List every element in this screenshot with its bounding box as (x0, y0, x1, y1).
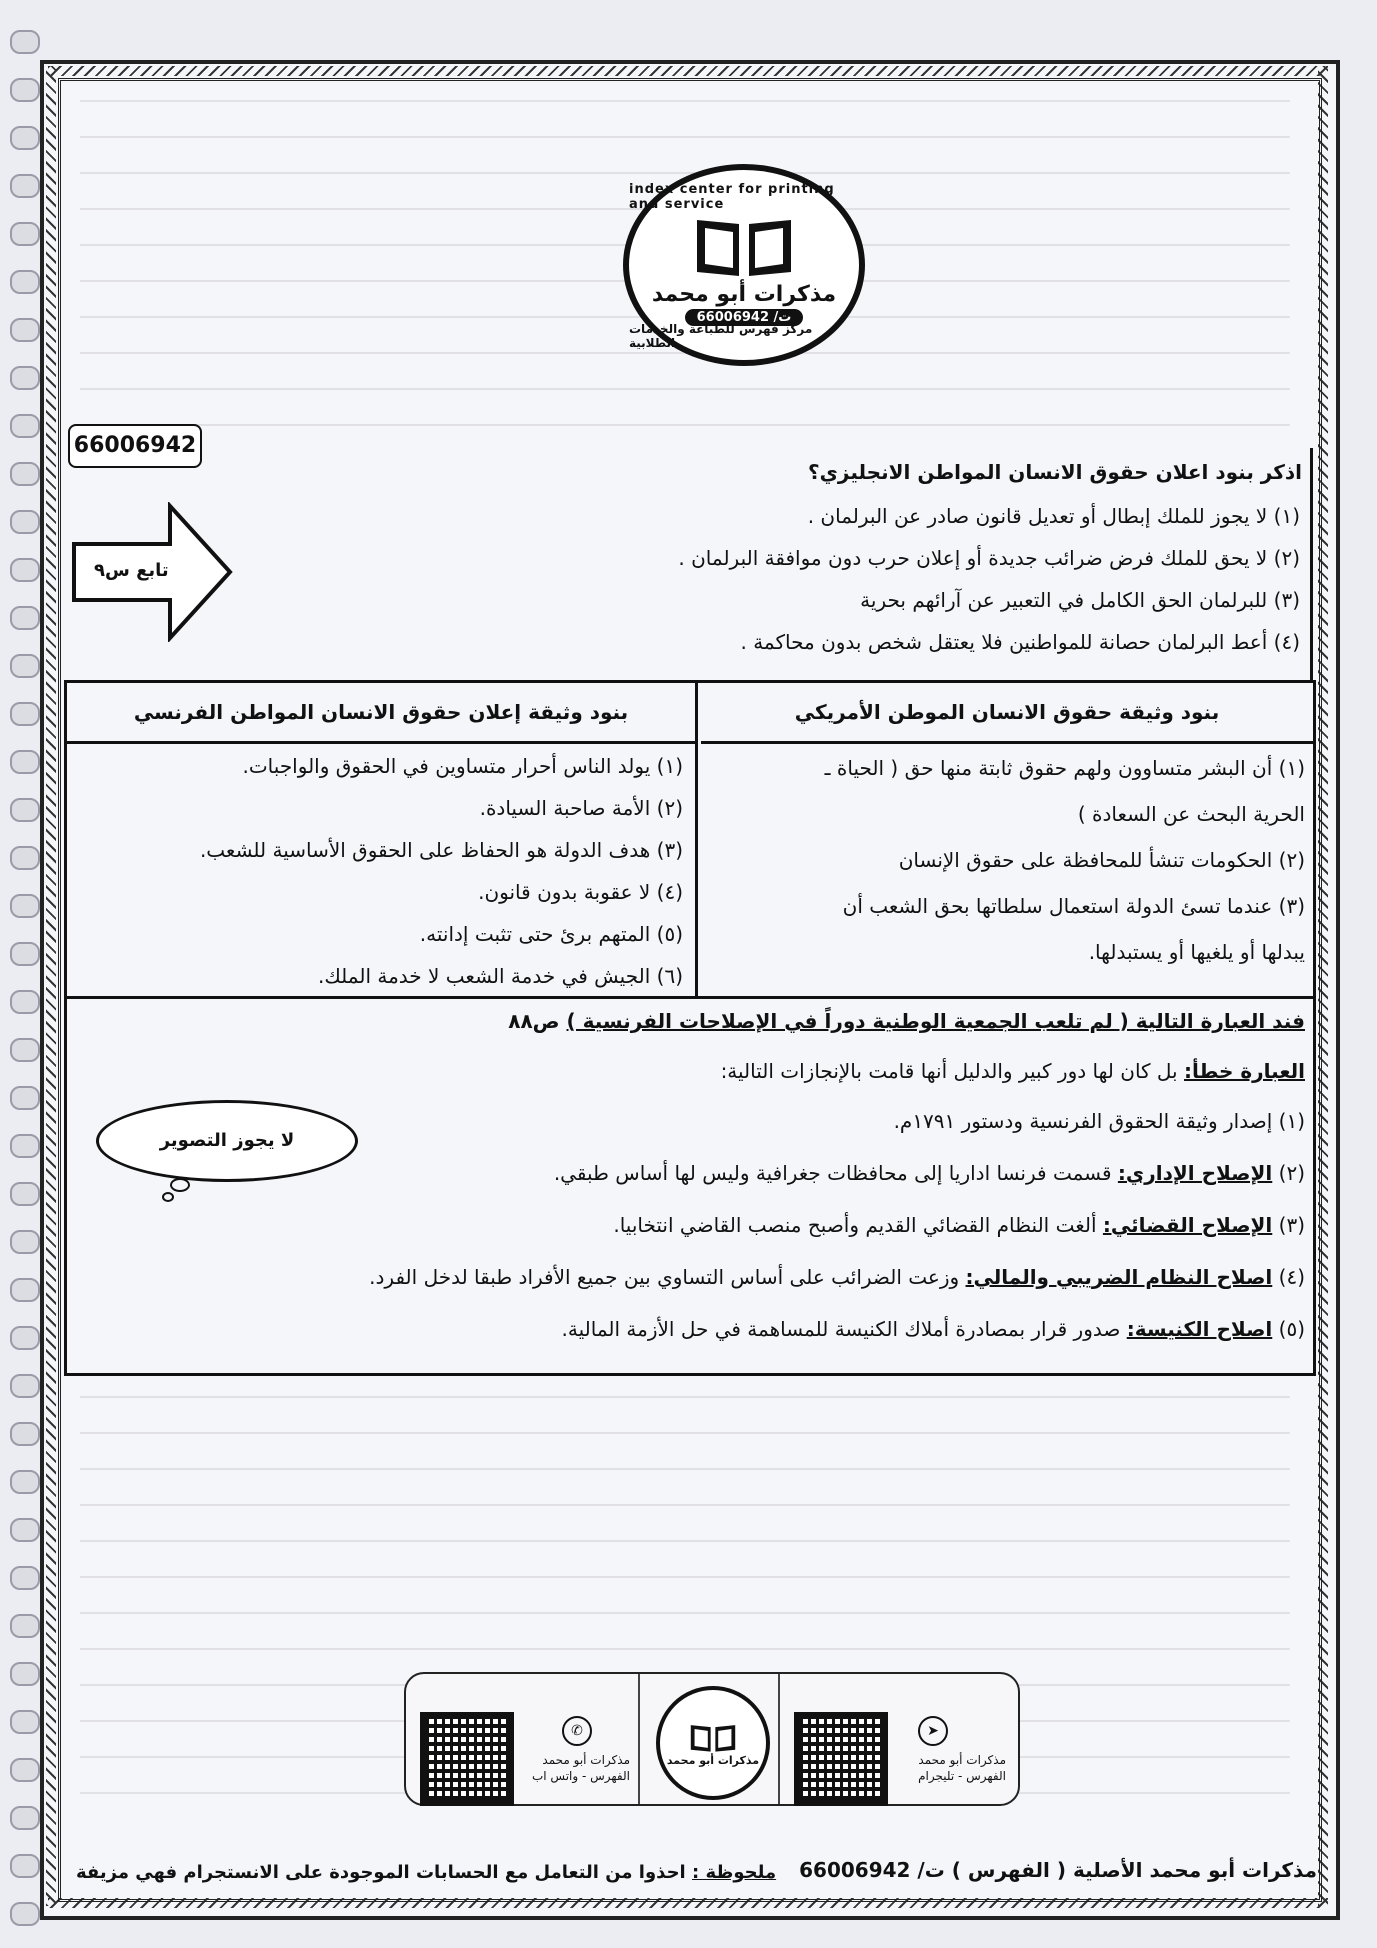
binding-ring (10, 222, 40, 246)
english-rights-item: (٢) لا يحق للملك فرض ضرائب جديدة أو إعلان حرب دون موافقة البرلمان . (678, 546, 1300, 570)
cloud-tail (162, 1192, 174, 1202)
contact-logo (656, 1686, 770, 1800)
binding-ring (10, 1854, 40, 1878)
binding-ring (10, 270, 40, 294)
american-rights-item: الحرية البحث عن السعادة ) (1077, 802, 1305, 826)
whatsapp-icon: ✆ (562, 1716, 592, 1746)
item-text: صدور قرار بمصادرة أملاك الكنيسة للمساهمة في حل الأزمة المالية. (561, 1317, 1121, 1341)
binding-ring (10, 414, 40, 438)
binding-ring (10, 1806, 40, 1830)
binding-ring (10, 990, 40, 1014)
english-rights-item: (٤) أعط البرلمان حصانة للمواطنين فلا يعتقل شخص بدون محاكمة . (740, 630, 1300, 654)
binding-ring (10, 1038, 40, 1062)
separator (778, 1674, 780, 1804)
footer-note-text: احذوا من التعامل مع الحسابات الموجودة على الانستجرام فهي مزيفة (76, 1862, 686, 1883)
telegram-qr-code[interactable] (794, 1712, 888, 1806)
telegram-caption-line: مذكرات أبو محمد (918, 1753, 1006, 1767)
binding-ring (10, 1758, 40, 1782)
contact-logo-name: مذكرات أبو محمد (666, 1753, 760, 1767)
telegram-caption-line: الفهرس - تليجرام (918, 1769, 1006, 1783)
binding-ring (10, 846, 40, 870)
american-rights-header: بنود وثيقة حقوق الانسان الموطن الأمريكي (701, 683, 1313, 744)
binding-ring (10, 1614, 40, 1638)
item-label: اصلاح الكنيسة: (1126, 1317, 1273, 1341)
binding-ring (10, 558, 40, 582)
binding-ring (10, 942, 40, 966)
binding-ring (10, 1566, 40, 1590)
binding-ring (10, 1086, 40, 1110)
french-rights-header: بنود وثيقة إعلان حقوق الانسان المواطن الفرنسي (67, 683, 695, 744)
whatsapp-caption-line: مذكرات أبو محمد (542, 1753, 630, 1767)
book-icon (689, 210, 799, 280)
item-text: قسمت فرنسا اداريا إلى محافظات جغرافية وليس لها أساس طبقي. (553, 1161, 1112, 1185)
english-rights-question: اذكر بنود اعلان حقوق الانسان المواطن الانجليزي؟ (807, 460, 1302, 484)
achievement-item (554, 1161, 1305, 1185)
column-divider (695, 683, 698, 999)
binding-ring (10, 1134, 40, 1158)
footer-note (76, 1862, 776, 1883)
comparison-table (64, 680, 1316, 1002)
american-rights-item: (١) أن البشر متساوون ولهم حقوق ثابتة منها حق ( الحياة ـ (824, 756, 1305, 780)
item-number: (١) (1278, 1109, 1305, 1133)
item-text: وزعت الضرائب على أساس التساوي بين جميع الأفراد طبقا لدخل الفرد. (369, 1265, 960, 1289)
french-rights-item: (٣) هدف الدولة هو الحفاظ على الحقوق الأساسية للشعب. (199, 838, 683, 862)
binding-ring (10, 1278, 40, 1302)
no-copy-cloud: لا يجوز التصوير (96, 1100, 358, 1182)
binding-ring (10, 1182, 40, 1206)
binding-ring (10, 1470, 40, 1494)
achievement-item (562, 1317, 1305, 1341)
contact-card (404, 1672, 1020, 1806)
phone-tag: 66006942 (68, 424, 202, 468)
binding-ring (10, 462, 40, 486)
refute-statement-section (64, 996, 1316, 1376)
binding-ring (10, 606, 40, 630)
item-label: اصلاح النظام الضريبي والمالي: (965, 1265, 1273, 1289)
french-rights-item: (٦) الجيش في خدمة الشعب لا خدمة الملك. (317, 964, 683, 988)
binding-ring (10, 1230, 40, 1254)
item-number: (٢) (1278, 1161, 1305, 1185)
answer-label: العبارة خطأ: (1183, 1059, 1305, 1083)
cloud-tail (170, 1178, 190, 1192)
brand-logo (598, 160, 890, 370)
french-rights-list (73, 745, 683, 997)
binding-ring (10, 1662, 40, 1686)
telegram-icon: ➤ (918, 1716, 948, 1746)
footer-note-label: ملحوظة : (692, 1862, 777, 1883)
logo-seal (623, 164, 865, 366)
answer-text: بل كان لها دور كبير والدليل أنها قامت بالإنجازات التالية: (720, 1059, 1178, 1083)
item-label: الإصلاح الإداري: (1117, 1161, 1273, 1185)
item-text: ألغت النظام القضائي القديم وأصبح منصب القاضي انتخابيا. (613, 1213, 1097, 1237)
binding-ring (10, 750, 40, 774)
refute-answer (721, 1059, 1305, 1083)
logo-name: مذكرات أبو محمد (651, 282, 837, 307)
binding-ring (10, 798, 40, 822)
french-rights-item: (٤) لا عقوبة بدون قانون. (478, 880, 683, 904)
refute-question-text: فند العبارة التالية ( لم تلعب الجمعية الوطنية دوراً في الإصلاحات الفرنسية ) (566, 1009, 1305, 1033)
binding-ring (10, 366, 40, 390)
binding-ring (10, 126, 40, 150)
achievement-item (894, 1109, 1305, 1133)
english-rights-item: (٣) للبرلمان الحق الكامل في التعبير عن آرائهم بحرية (860, 588, 1300, 612)
binding-ring (10, 1422, 40, 1446)
whatsapp-caption-line: الفهرس - واتس اب (531, 1769, 630, 1783)
binding-ring (10, 510, 40, 534)
whatsapp-qr-code[interactable] (420, 1712, 514, 1806)
separator (638, 1674, 640, 1804)
american-rights-list (707, 745, 1305, 975)
refute-question (508, 1009, 1305, 1033)
binding-ring (10, 78, 40, 102)
american-rights-item: (٢) الحكومات تنشأ للمحافظة على حقوق الإنسان (898, 848, 1305, 872)
binding-ring (10, 318, 40, 342)
binding-ring (10, 894, 40, 918)
page-reference: ص٨٨ (508, 1009, 560, 1033)
logo-phone: 66006942 /ت (685, 309, 804, 326)
continued-label: تابع س٩ (94, 560, 169, 581)
item-label: الإصلاح القضائي: (1102, 1213, 1273, 1237)
achievement-item (369, 1265, 1305, 1289)
binding-ring (10, 1518, 40, 1542)
item-number: (٥) (1278, 1317, 1305, 1341)
item-number: (٣) (1278, 1213, 1305, 1237)
binding-ring (10, 174, 40, 198)
logo-ring-text-top: index center for printing and service (629, 182, 835, 212)
item-number: (٤) (1278, 1265, 1305, 1289)
achievement-item (613, 1213, 1305, 1237)
footer-credit: مذكرات أبو محمد الأصلية ( الفهرس ) ت/ 66006942 (799, 1858, 1317, 1882)
binding-ring (10, 1326, 40, 1350)
binding-ring (10, 1902, 40, 1926)
binding-ring (10, 1374, 40, 1398)
whatsapp-caption (514, 1752, 630, 1784)
french-rights-item: (٢) الأمة صاحبة السيادة. (479, 796, 683, 820)
binding-ring (10, 1710, 40, 1734)
french-rights-item: (١) يولد الناس أحرار متساوين في الحقوق والواجبات. (242, 754, 683, 778)
item-text: إصدار وثيقة الحقوق الفرنسية ودستور ١٧٩١م. (893, 1109, 1273, 1133)
binding-ring (10, 702, 40, 726)
telegram-caption (890, 1752, 1006, 1784)
english-rights-section (64, 448, 1313, 680)
binding-ring (10, 654, 40, 678)
logo-ring-text-bottom: مركز فهرس للطباعة والخدمات الطلابية (629, 322, 813, 350)
english-rights-item: (١) لا يجوز للملك إبطال أو تعديل قانون صادر عن البرلمان . (807, 504, 1300, 528)
binding-ring (10, 30, 40, 54)
american-rights-item: (٣) عندما تسئ الدولة استعمال سلطاتها بحق الشعب أن (842, 894, 1305, 918)
book-icon (687, 1720, 739, 1754)
american-rights-item: يبدلها أو يلغيها أو يستبدلها. (1088, 940, 1305, 964)
french-rights-item: (٥) المتهم برئ حتى تثبت إدانته. (419, 922, 683, 946)
